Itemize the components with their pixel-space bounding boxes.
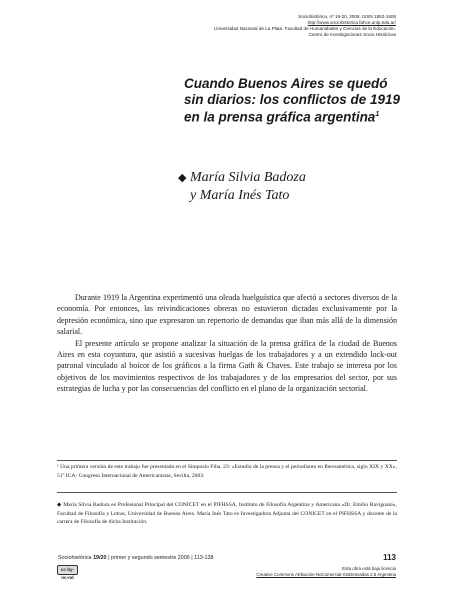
creative-commons-badge[interactable]: cc by-nc-nd [57, 565, 78, 575]
page-number: 113 [383, 553, 396, 562]
page-footer [58, 555, 214, 561]
footer-details: | primer y segundo semestre 2006 | 113-138 [108, 555, 214, 561]
header-center: Centro de Investigaciones Socio Históricas [308, 32, 396, 37]
header-citation: Sociohistórica, nº 19-20, 2006. ISSN 1852-1606 [298, 14, 396, 19]
license-line-1: Esta obra está bajo licencia [342, 566, 396, 571]
title-footnote-marker: 1 [375, 111, 380, 118]
footnote-divider [57, 460, 397, 461]
footer-journal: Sociohistórica [58, 555, 92, 561]
header-university: Universidad Nacional de La Plata. Facultad de Humanidades y Ciencias de la Educación. [214, 26, 396, 31]
footer-issue: 19/20 [93, 555, 107, 561]
author-2: y María Inés Tato [190, 188, 290, 203]
footnote-divider-2 [57, 492, 397, 493]
journal-header [214, 14, 396, 38]
license-link[interactable]: Creative Commons Atribución-NoComercial-SinDerivadas 2.5 Argentina [256, 572, 396, 577]
article-body [57, 292, 397, 395]
footnote-2: ◆ María Silvia Badoza es Profesional Principal del CONICET en el PIFHSSA, Instituto de Filosofía Argentina y Americana «Dr. Emilio Ravignani», Facultad de Filosofía y Letras, Universidad de Buenos Aires. María Inés Tato es Investigadora Adjunta del CONICET en el PIFHSSA y docente de la carrera de Filosofía de dicha Institución. [57, 502, 397, 526]
header-url-link[interactable]: http://www.sociohistorica.fahce.unlp.edu.ar/ [307, 20, 396, 25]
author-1: María Silvia Badoza [190, 170, 306, 185]
footnote-1: ¹ Una primera versión de este trabajo fue presentada en el Simposio Fiba. 23: «Estudio de la prensa y el periodismo en Iberoamérica, siglo XIX y XX», 51º ICA- Congreso Internacional de Americanistas, Sevilla, 2003. [57, 464, 397, 479]
paragraph-1: Durante 1919 la Argentina experimentó una oleada huelguística que afectó a sectores diversos de la economía. Por entonces, las reivindicaciones obreras no estuvieron dictadas exclusivamente por la depresión económica, sino que expresaron un repertorio de demandas que iban más allá de la dimensión salarial. [57, 293, 397, 337]
paragraph-2: El presente artículo se propone analizar la situación de la prensa gráfica de la ciudad de Buenos Aires en esta coyuntura, que asistió a sucesivas huelgas de los trabajadores y a un extendido lock-out patronal vinculado al boicot de los gráficos a la firma Gath & Chaves. Este trabajo se interesa por los objetivos de los movimientos respectivos de los trabajadores y de los empresarios del sector, por sus estrategias de lucha y por las consecuencias del conflicto en el plano de la organización sectorial. [57, 338, 397, 394]
bullet-icon: ◆ [178, 172, 187, 184]
article-title-text: Cuando Buenos Aires se quedó sin diarios: los conflictos de 1919 en la prensa gráfica argentina [184, 76, 401, 125]
authors-block [178, 169, 306, 204]
article-title [184, 76, 406, 125]
license-notice [256, 566, 396, 578]
